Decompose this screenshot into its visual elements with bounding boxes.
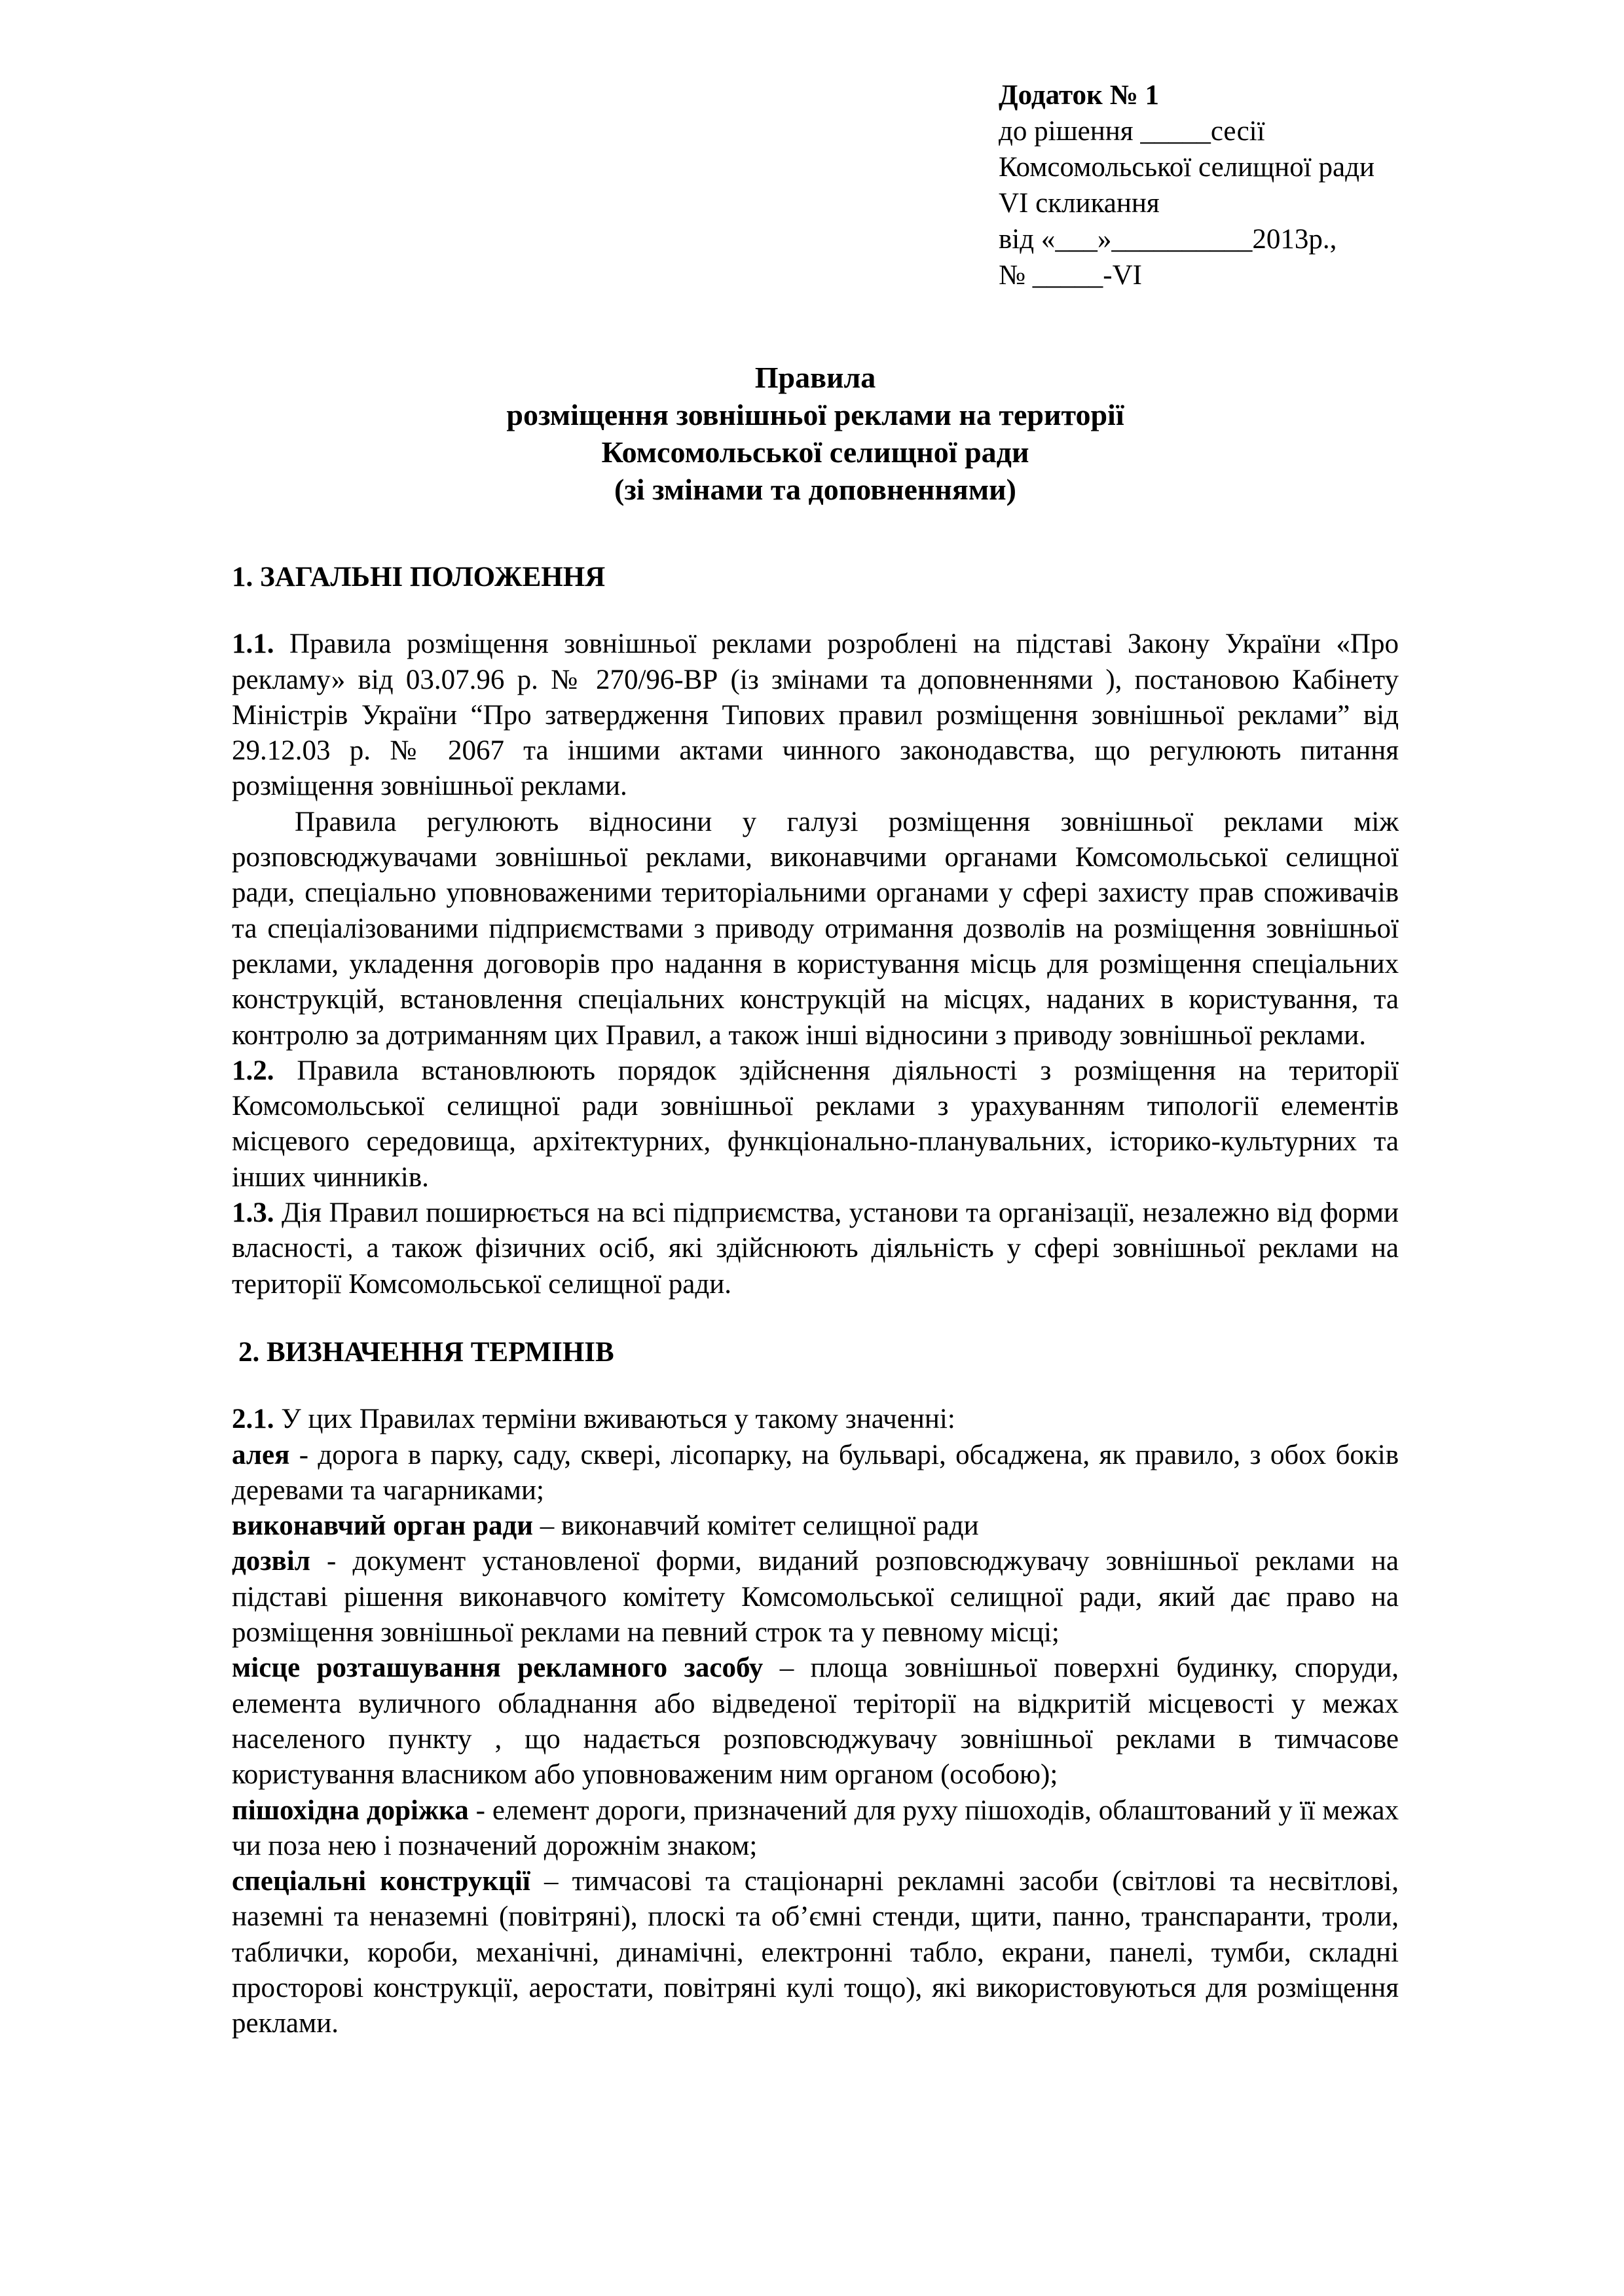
definition-item [232,1544,1399,1650]
section-1-heading: 1. ЗАГАЛЬНІ ПОЛОЖЕННЯ [232,562,606,592]
definition-text: – площа зовнішньої поверхні будинку, споруди, елемента вуличного обладнання або відведеної теріторії на відкритій місцевості у межах населеного пункту , що надається розповсюджувачу зовнішньої реклами в тимчасове користування власником або уповноваженим ним органом (особою); [232,1652,1399,1791]
definition-text: – виконавчий комітет селищної ради [533,1510,979,1542]
definition-item [232,1508,1399,1544]
paragraph-text: Правила встановлюють порядок здійснення діяльності з розміщення на території Комсомольської селищної ради зовнішньої реклами з урахуванням типології елементів місцевого середовища, архітектурних, функціонально-планувальних, історико-культурних та інших чинників. [232,1055,1399,1193]
definition-item [232,1864,1399,2041]
definition-term: місце розташування рекламного засобу [232,1652,764,1684]
paragraph-number: 1.3. [232,1197,274,1229]
paragraph-2-1 [232,1402,1399,1437]
title-line-3: Комсомольської селищної ради [601,435,1029,469]
appendix-council-line: Комсомольської селищної ради [999,152,1375,183]
paragraph-text: Правила розміщення зовнішньої реклами розроблені на підставі Закону України «Про рекламу» від 03.07.96 р. № 270/96-ВР (із змінами та доповненнями ), постановою Кабінету Міністрів України “Про затвердження Типових правил розміщення зовнішньої реклами” від 29.12.03 р. № 2067 та іншими актами чинного законодавства, що регулюють питання розміщення зовнішньої реклами. [232,629,1399,802]
definition-term: алея [232,1439,290,1470]
paragraph-1-1-continued: Правила регулюють відносини у галузі розміщення зовнішньої реклами між розповсюджувачами зовнішньої реклами, виконавчими органами Комсомольської селищної ради, спеціально уповноваженими територіальними органами у сфері захисту прав споживачів та спеціалізованими підприємствами з приводу отримання дозволів на розміщення зовнішньої реклами, укладення договорів про надання в користування місць для розміщення спеціальних конструкцій, встановлення спеціальних конструкцій на місцях, наданих в користування, та контролю за дотриманням цих Правил, а також інші відносини з приводу зовнішньої реклами. [232,806,1399,1051]
definition-term: спеціальні конструкції [232,1866,530,1897]
definition-item [232,1650,1399,1793]
paragraph-number: 1.1. [232,629,274,660]
definition-term: дозвіл [232,1546,310,1577]
title-line-4: (зі змінами та доповненнями) [614,473,1016,506]
definition-item [232,1793,1399,1865]
appendix-decision-line: до рішення _____сесії [999,116,1265,147]
paragraph-1-2 [232,1053,1399,1195]
paragraph-1-3 [232,1195,1399,1302]
appendix-number-line: № _____-VI [999,260,1142,291]
appendix-block [999,77,1536,293]
appendix-date-line: від «___»__________2013р., [999,224,1337,255]
document-title [232,359,1399,508]
paragraph-text: Дія Правил поширюється на всі підприємства, установи та організації, незалежно від форми власності, а також фізичних осіб, які здійснюють діяльність у сфері зовнішньої реклами на території Комсомольської селищної ради. [232,1197,1399,1300]
document-body [232,560,1399,2042]
definition-text: - дорога в парку, саду, сквері, лісопарку, на бульварі, обсаджена, як правило, з обох боків деревами та чагарниками; [232,1439,1399,1506]
definition-text: - елемент дороги, призначений для руху пішоходів, облаштований у її межах чи поза нею і позначений дорожнім знаком; [232,1795,1399,1861]
paragraph-number: 1.2. [232,1055,274,1086]
appendix-convocation-line: VI скликання [999,188,1160,219]
paragraph-text: У цих Правилах терміни вживаються у такому значенні: [274,1404,955,1435]
definition-item [232,1438,1399,1509]
definition-text: - документ установленої форми, виданий розповсюджувачу зовнішньої реклами на підставі рішення виконавчого комітету Комсомольської селищної ради, який дає право на розміщення зовнішньої реклами на певний строк та у певному місці; [232,1546,1399,1649]
definition-term: виконавчий орган ради [232,1510,534,1542]
appendix-title: Додаток № 1 [999,80,1160,111]
paragraph-1-1 [232,627,1399,804]
title-line-1: Правила [754,361,876,394]
definition-text: – тимчасові та стаціонарні рекламні засоби (світлові та несвітлові, наземні та неназемні (повітряні), плоскі та об’ємні стенди, щити, панно, транспаранти, троли, таблички, короби, механічні, динамічні, електронні табло, екрани, панелі, тумби, складні просторові конструкції, аеростати, повітряні кулі тощо), які використовуються для розміщення реклами. [232,1866,1399,2039]
title-line-2: розміщення зовнішньої реклами на території [506,398,1124,431]
paragraph-number: 2.1. [232,1404,274,1435]
definition-term: пішохідна доріжка [232,1795,469,1826]
section-2-heading: 2. ВИЗНАЧЕННЯ ТЕРМІНІВ [238,1336,614,1368]
